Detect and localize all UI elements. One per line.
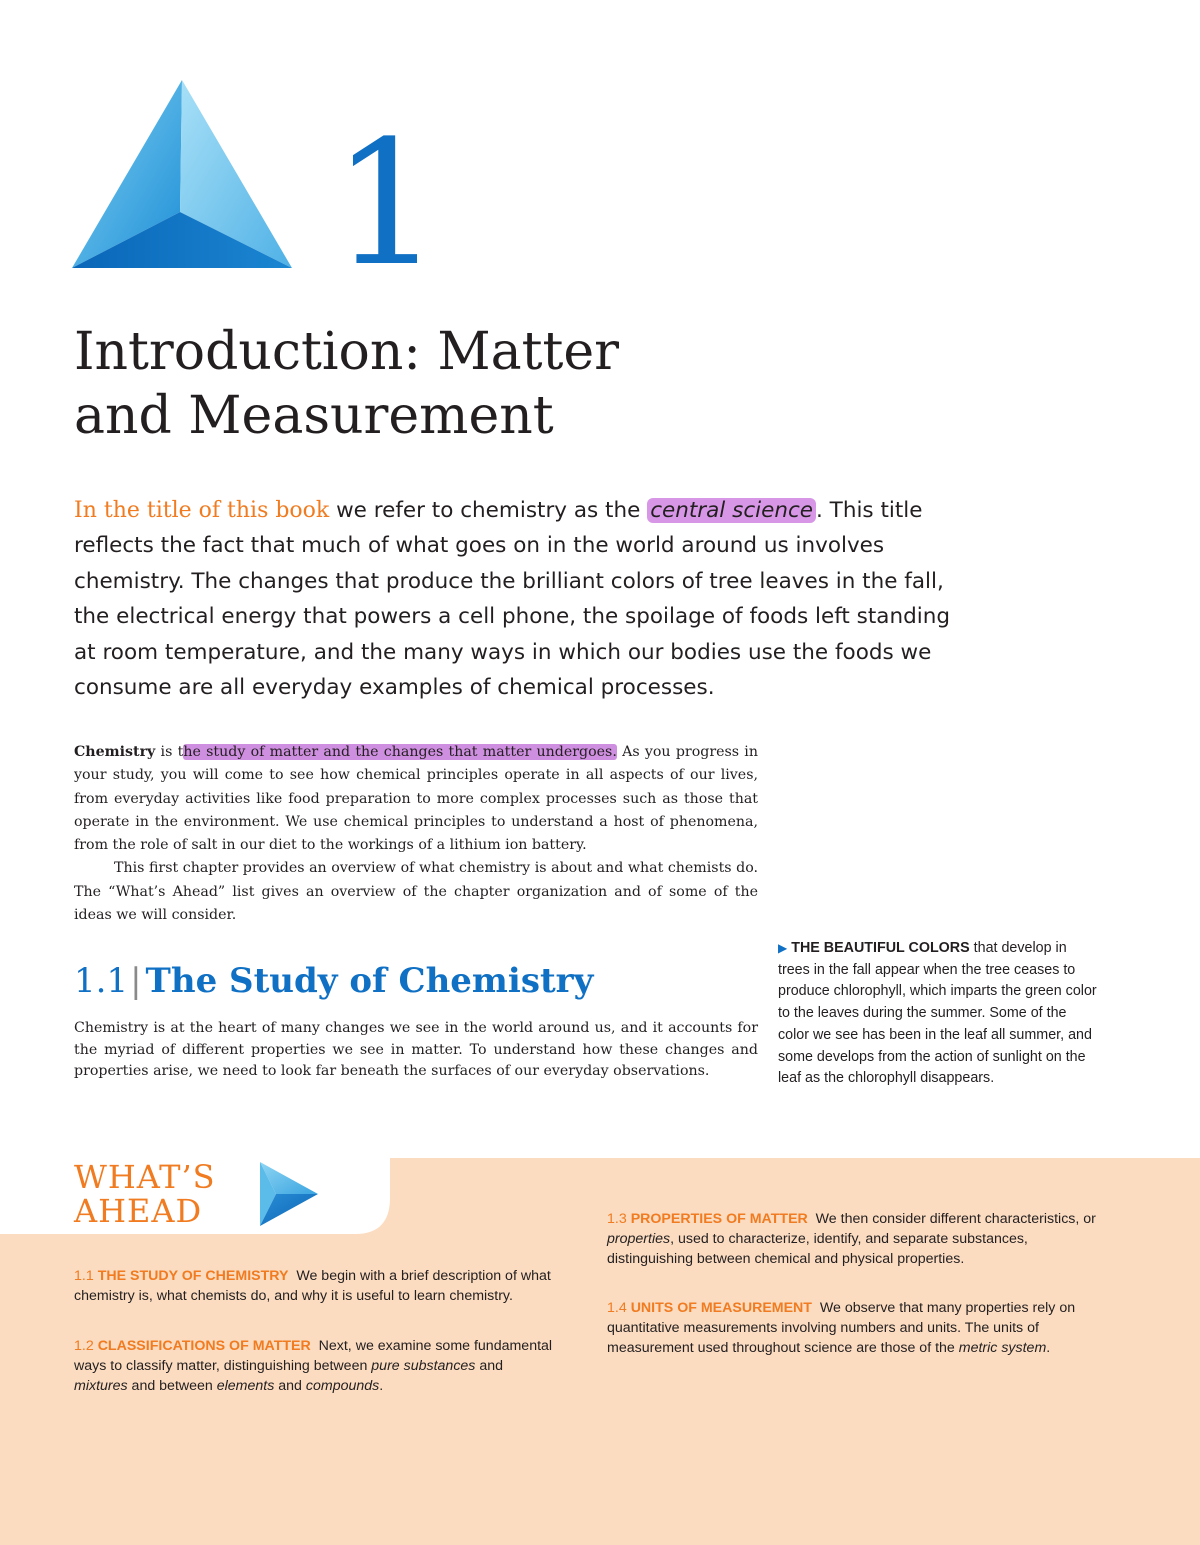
ahead-item-1-2-num: 1.2 xyxy=(74,1338,94,1354)
section-title: The Study of Chemistry xyxy=(145,961,594,1001)
chapter-title-line1: Introduction: Matter xyxy=(74,322,620,382)
ahead-item-1-1-text: We begin with a brief description of what chemistry is, what chemists do, and why it is useful to learn chemistry. xyxy=(74,1268,551,1304)
play-arrow-icon xyxy=(258,1160,320,1228)
section-heading xyxy=(74,960,754,1002)
chapter-title xyxy=(74,320,974,448)
ahead-item-1-1-num: 1.1 xyxy=(74,1268,94,1284)
term-chemistry: Chemistry xyxy=(74,744,156,760)
ahead-item-1-3-num: 1.3 xyxy=(607,1211,627,1227)
ahead-item-1-4-em-a: metric system xyxy=(958,1339,1047,1356)
ahead-item-1-2 xyxy=(74,1337,554,1396)
body-highlight: he study of matter and the changes that matter undergoes. xyxy=(183,744,617,760)
ahead-item-1-1-heading: THE STUDY OF CHEMISTRY xyxy=(97,1268,289,1284)
ahead-item-1-2-em-b: mixtures xyxy=(74,1377,128,1394)
section-paragraph: Chemistry is at the heart of many changes we see in the world around us, and it accounts for the myriad of different properties we see in matter. To understand how these changes and properties arise, we need to look far beneath the surfaces of our everyday observations. xyxy=(74,1020,758,1080)
caption-lead: THE BEAUTIFUL COLORS xyxy=(791,940,970,956)
caption-text: that develop in trees in the fall appear when the tree ceases to produce chlorophyll, which imparts the green color to the leaves during the summer. Some of the color we see has been in the leaf all summer, and some develops from the action of sunlight on the leaf as the chlorophyll disappears. xyxy=(778,940,1097,1087)
whats-ahead-heading xyxy=(74,1160,216,1228)
ahead-item-1-2-text-a: Next, we examine some fundamental ways to classify matter, distinguishing between xyxy=(74,1338,553,1374)
section-number: 1.1 xyxy=(74,961,129,1001)
intro-highlight xyxy=(647,498,816,523)
chapter-title-line2: and Measurement xyxy=(74,386,554,446)
intro-text-2: . This title reflects the fact that much of what goes on in the world around us involves chemistry. The changes that produce the brilliant colors of tree leaves in the fall, the electrical energy that powers a cell phone, the spoilage of foods left standing at room temperature, and the many ways in which our bodies use the foods we consume are all everyday examples of chemical processes. xyxy=(74,498,950,701)
intro-paragraph xyxy=(74,493,974,705)
body-p1-text-2: As you progress in your study, you will come to see how chemical principles operate in all aspects of our lives, from everyday activities like food preparation to more complex processes such as those that operate in the environment. We use chemical principles to understand a host of phenomena, from the role of salt in our diet to the workings of a lithium ion battery. xyxy=(74,744,758,854)
body-paragraph-2: This first chapter provides an overview of what chemistry is about and what chemists do. The “What’s Ahead” list gives an overview of the chapter organization and of some of the ideas we will consider. xyxy=(74,860,758,924)
ahead-item-1-2-em-d: compounds xyxy=(305,1377,380,1394)
ahead-item-1-3 xyxy=(607,1210,1107,1269)
intro-lead: In the title of this book xyxy=(74,498,330,523)
ahead-item-1-4-title xyxy=(607,1300,812,1316)
section-divider: | xyxy=(130,961,142,1001)
intro-highlight-text: central science xyxy=(650,498,814,523)
whats-ahead-heading-line1: WHAT’S xyxy=(74,1158,216,1196)
whats-ahead-heading-line2: AHEAD xyxy=(74,1192,203,1230)
ahead-item-1-4-heading: UNITS OF MEASUREMENT xyxy=(630,1300,812,1316)
intro-text-1: we refer to chemistry as the xyxy=(329,498,648,523)
ahead-item-1-2-text-e: . xyxy=(379,1377,384,1394)
body-paragraph-1 xyxy=(74,741,758,857)
ahead-item-1-3-title xyxy=(607,1211,808,1227)
ahead-item-1-2-title xyxy=(74,1338,311,1354)
ahead-item-1-2-text-b: and xyxy=(475,1357,504,1374)
ahead-item-1-3-text-a: We then consider different characteristics, or xyxy=(815,1211,1096,1227)
body-p1-text-1: is t xyxy=(155,744,184,760)
margin-caption xyxy=(778,938,1098,1090)
ahead-item-1-1-title xyxy=(74,1268,288,1284)
ahead-item-1-2-em-a: pure substances xyxy=(371,1357,476,1374)
ahead-item-1-3-text-b: , used to characterize, identify, and separate substances, distinguishing between chemical and physical properties. xyxy=(607,1230,1028,1267)
ahead-item-1-2-em-c: elements xyxy=(216,1377,275,1394)
ahead-item-1-4-num: 1.4 xyxy=(607,1300,627,1316)
ahead-item-1-4-text-a: We observe that many properties rely on quantitative measurements involving numbers and units. The units of measurement used throughout science are those of the xyxy=(607,1300,1076,1356)
ahead-item-1-4 xyxy=(607,1299,1107,1358)
ahead-item-1-2-heading: CLASSIFICATIONS OF MATTER xyxy=(97,1338,311,1354)
ahead-item-1-1 xyxy=(74,1267,554,1307)
ahead-item-1-2-text-d: and xyxy=(274,1377,306,1394)
caption-arrow-icon: ▶ xyxy=(778,941,788,955)
ahead-item-1-3-heading: PROPERTIES OF MATTER xyxy=(630,1211,808,1227)
ahead-item-1-4-text-b: . xyxy=(1046,1339,1051,1356)
body-text xyxy=(74,741,758,927)
ahead-item-1-2-text-c: and between xyxy=(127,1377,217,1394)
prism-logo-icon xyxy=(72,78,294,272)
ahead-item-1-3-em-a: properties xyxy=(607,1230,671,1247)
chapter-number: 1 xyxy=(332,103,442,304)
